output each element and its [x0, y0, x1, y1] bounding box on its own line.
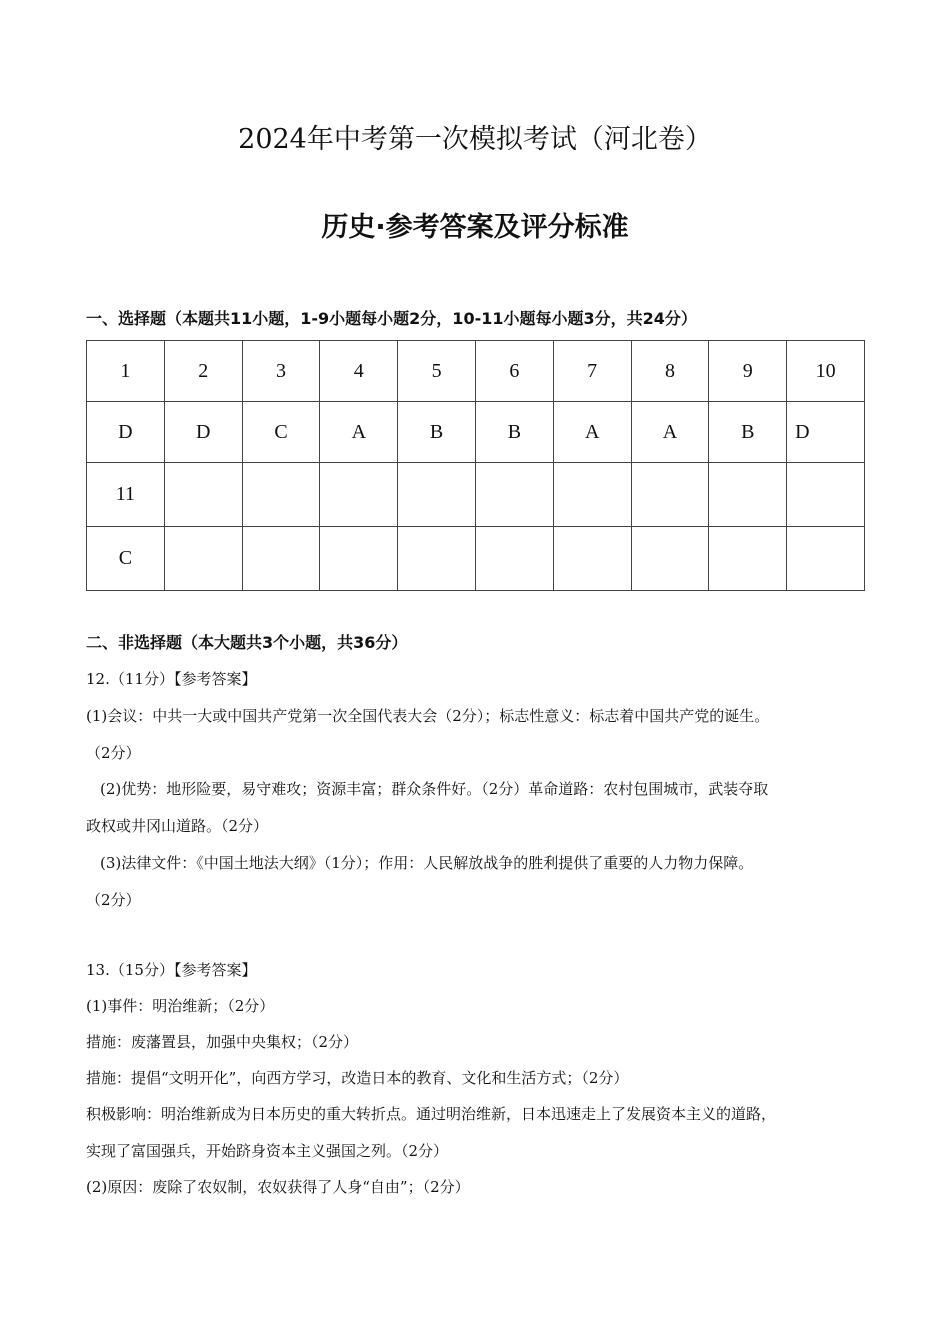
q13-header: 13.（15分）【参考答案】: [86, 961, 257, 979]
q13-line: (2)原因：废除了农奴制，农奴获得了人身“自由”；（2分）: [86, 1178, 470, 1196]
table-cell: B: [709, 402, 787, 463]
table-row: [87, 402, 865, 463]
table-row: [87, 341, 865, 402]
q12-line: (2)优势：地形险要，易守难攻；资源丰富；群众条件好。（2分）革命道路：农村包围城市，武装夺取: [100, 780, 769, 798]
q13-line: 积极影响：明治维新成为日本历史的重大转折点。通过明治维新，日本迅速走上了发展资本主义的道路，: [86, 1105, 777, 1123]
table-cell: D: [164, 402, 242, 463]
table-cell: 11: [87, 463, 165, 527]
table-cell: [320, 463, 398, 527]
table-cell: A: [320, 402, 398, 463]
table-cell: [164, 527, 242, 591]
section2-heading: 二、非选择题（本大题共3个小题，共36分）: [86, 633, 408, 652]
table-cell: 2: [164, 341, 242, 402]
q12-header: 12.（11分）【参考答案】: [86, 670, 257, 688]
q12-line: (3)法律文件：《中国土地法大纲》（1分）；作用：人民解放战争的胜利提供了重要的人力物力保障。: [100, 854, 754, 872]
q13-line: 实现了富国强兵，开始跻身资本主义强国之列。（2分）: [86, 1142, 449, 1160]
q13-line: (1)事件：明治维新；（2分）: [86, 997, 275, 1015]
table-cell: [398, 463, 476, 527]
table-cell: A: [631, 402, 709, 463]
table-row: [87, 527, 865, 591]
table-cell: 6: [475, 341, 553, 402]
table-cell: [787, 527, 865, 591]
table-cell: C: [242, 402, 320, 463]
table-cell: [320, 527, 398, 591]
table-cell: B: [475, 402, 553, 463]
table-cell: [475, 527, 553, 591]
q12-line: 政权或井冈山道路。（2分）: [86, 817, 269, 835]
q13-line: 措施：提倡“文明开化”，向西方学习，改造日本的教育、文化和生活方式；（2分）: [86, 1069, 629, 1087]
table-cell: [787, 463, 865, 527]
table-cell: [553, 463, 631, 527]
table-cell: [709, 527, 787, 591]
table-cell: [709, 463, 787, 527]
q12-line: （2分）: [86, 744, 141, 762]
table-cell: 7: [553, 341, 631, 402]
table-cell: 1: [87, 341, 165, 402]
table-cell: D: [787, 402, 865, 463]
table-cell: 3: [242, 341, 320, 402]
table-cell: C: [87, 527, 165, 591]
table-cell: [553, 527, 631, 591]
table-cell: B: [398, 402, 476, 463]
table-cell: 10: [787, 341, 865, 402]
document-title: 2024年中考第一次模拟考试（河北卷）: [238, 124, 712, 155]
table-cell: [242, 463, 320, 527]
q12-line: (1)会议：中共一大或中国共产党第一次全国代表大会（2分）；标志性意义：标志着中国共产党的诞生。: [86, 707, 770, 725]
table-cell: 8: [631, 341, 709, 402]
table-cell: 4: [320, 341, 398, 402]
table-cell: 9: [709, 341, 787, 402]
q12-line: （2分）: [86, 891, 141, 909]
table-row: [87, 463, 865, 527]
table-cell: [398, 527, 476, 591]
table-cell: D: [87, 402, 165, 463]
table-cell: [631, 463, 709, 527]
q13-line: 措施：废藩置县，加强中央集权；（2分）: [86, 1033, 359, 1051]
table-cell: [164, 463, 242, 527]
table-cell: [242, 527, 320, 591]
table-cell: [475, 463, 553, 527]
table-cell: 5: [398, 341, 476, 402]
document-subtitle: 历史·参考答案及评分标准: [321, 212, 629, 243]
table-cell: A: [553, 402, 631, 463]
answer-table: [86, 340, 865, 591]
section1-heading: 一、选择题（本题共11小题，1-9小题每小题2分，10-11小题每小题3分，共24分）: [86, 309, 697, 328]
table-cell: [631, 527, 709, 591]
